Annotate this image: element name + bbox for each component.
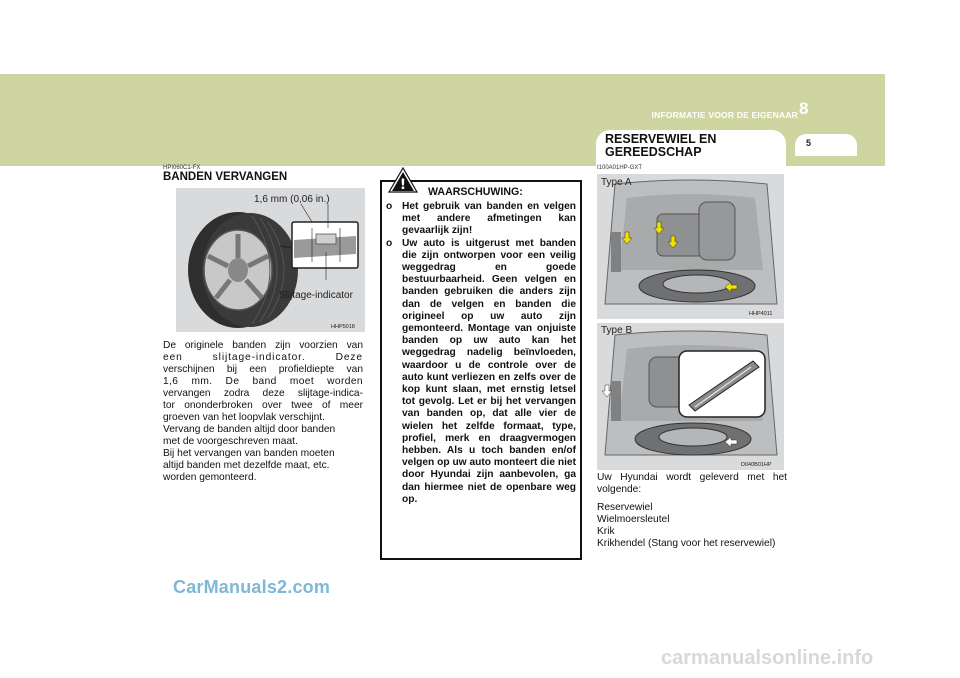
carmanuals2-watermark: CarManuals2.com <box>173 577 331 597</box>
warning-title: WAARSCHUWING: <box>428 186 523 198</box>
paragraph-line: worden gemonteerd. <box>163 472 257 483</box>
carmanualsonline-watermark: carmanualsonline.info <box>661 647 874 669</box>
paragraph-line: met de voorgeschreven maat. <box>163 436 298 447</box>
warning-item-text: Uw auto is uitgerust met banden die zijn ontworpen voor een veilig weggedrag en goede bestuurbaarheid. Geen velgen en banden gebruiken die anders zijn dan de velgen en banden die origineel op uw auto zijn gemonteerd. Montage van onjuiste banden op uw auto kan het weggedrag nadelig beïnvloeden, waardoor u de controle over de auto kunt verliezen en zelfs over de kop kunt slaan, met ernstig letsel tot gevolg. Let er bij het vervangen van banden op, dat alle vier de wielen het zelfde formaat, type, profiel, merk en draagvermogen hebben. Als u toch banden en/of velgen op uw auto monteert die niet door Hyundai zijn aanbevolen, ga dan hiermee niet de openbare weg op. <box>402 237 576 505</box>
warning-bullet: o <box>386 237 393 249</box>
intro-line: Uw Hyundai wordt geleverd met het <box>597 472 787 483</box>
tire-paragraph <box>163 340 363 484</box>
paragraph-line: vervangen zodra deze slijtage-indica- <box>163 388 363 399</box>
tool-list-item: Krikhendel (Stang voor het reservewiel) <box>597 538 776 549</box>
section-title <box>605 133 785 159</box>
paragraph-line: De originele banden zijn voorzien van <box>163 340 363 351</box>
trunk-figure-type-a <box>597 174 784 319</box>
spare-wheel-intro <box>597 472 787 496</box>
paragraph-line: verschijnen bij een profieldiepte van <box>163 364 363 375</box>
warning-bullet: o <box>386 201 393 212</box>
paragraph-line: tor ononderbroken over twee of meer <box>163 400 363 411</box>
figure-code-d040b01hp: D040B01HP <box>741 462 772 468</box>
figure-code-hhp5018: HHP5018 <box>331 324 355 330</box>
chapter-number: 8 <box>799 99 809 118</box>
tire-wear-figure <box>176 188 365 332</box>
chapter-title: INFORMATIE VOOR DE EIGENAAR <box>651 110 798 120</box>
wear-indicator-label: Slijtage-indicator <box>279 290 353 301</box>
warning-mark-glyph: ! <box>399 177 407 193</box>
section-code-left: HPI060C1-FX <box>163 165 201 171</box>
paragraph-line: 1,6 mm. De band moet worden <box>163 376 363 387</box>
figure-code-hhp4011: HHP4011 <box>749 311 773 317</box>
warning-triangle-icon <box>388 167 418 193</box>
paragraph-line: groeven van het loopvlak verschijnt. <box>163 412 325 423</box>
intro-line: volgende: <box>597 484 642 495</box>
tool-list-item: Reservewiel <box>597 502 653 513</box>
paragraph-line: een slijtage-indicator. Deze <box>163 352 363 363</box>
tire-illustration <box>176 188 365 332</box>
page-tab <box>795 134 857 156</box>
section-title-line1: RESERVEWIEL EN <box>605 132 717 146</box>
paragraph-line: Vervang de banden altijd door banden <box>163 424 336 435</box>
section-title-line2: GEREEDSCHAP <box>605 145 702 159</box>
trunk-illustration-a <box>597 174 784 319</box>
page-number: 5 <box>806 138 812 148</box>
trunk-figure-type-b <box>597 323 784 470</box>
tool-list-item: Wielmoersleutel <box>597 514 670 525</box>
type-b-label: Type B <box>601 325 633 336</box>
warning-item <box>386 238 576 506</box>
section-heading-left: BANDEN VERVANGEN <box>163 171 288 183</box>
paragraph-line: altijd banden met dezelfde maat, etc. <box>163 460 330 471</box>
tread-depth-label: 1,6 mm (0,06 in.) <box>254 194 330 205</box>
tool-list-item: Krik <box>597 526 615 537</box>
tool-list <box>597 502 787 550</box>
section-code-right: I100A01HP-GXT <box>597 165 643 171</box>
paragraph-line: Bij het vervangen van banden moeten <box>163 448 335 459</box>
warning-item-text: Het gebruik van banden en velgen met andere afmetingen kan gevaarlijk zijn! <box>402 201 576 237</box>
warning-item <box>386 201 576 238</box>
warning-body <box>386 201 576 506</box>
trunk-illustration-b <box>597 323 784 470</box>
type-a-label: Type A <box>601 177 632 188</box>
